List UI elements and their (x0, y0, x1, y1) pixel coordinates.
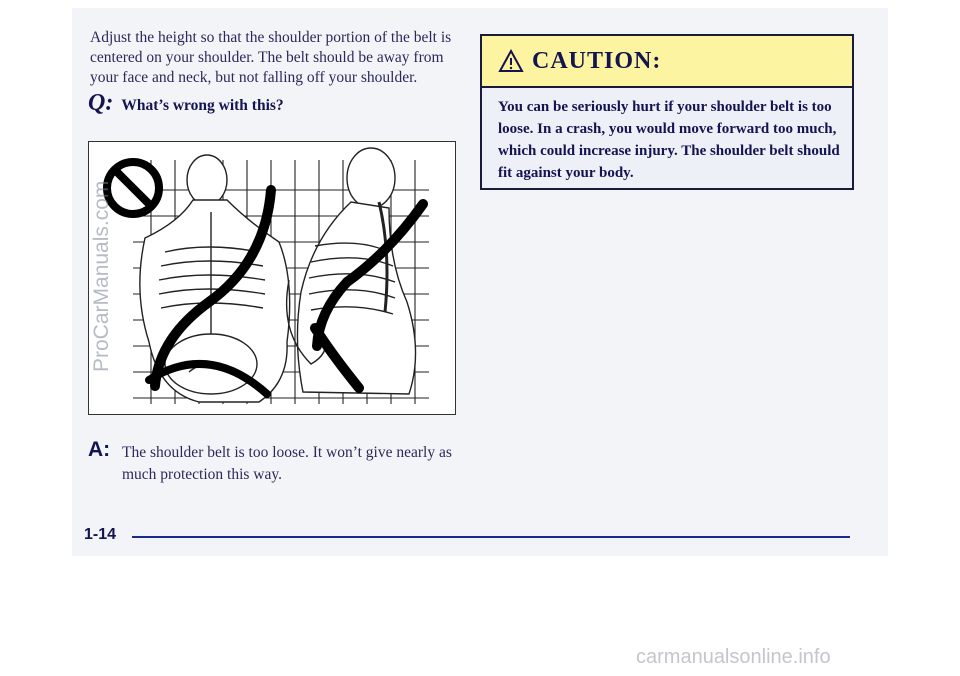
answer-text: The shoulder belt is too loose. It won’t give nearly as much protection this way. (122, 444, 452, 483)
caution-title: CAUTION: (532, 47, 662, 74)
question-row (88, 90, 284, 117)
question-text: What’s wrong with this? (121, 97, 284, 114)
page-number: 1-14 (84, 526, 117, 543)
question-mark: Q: (88, 90, 114, 116)
side-skeleton (287, 148, 416, 394)
side-watermark: ProCarManuals.com (90, 180, 113, 372)
caution-body: You can be seriously hurt if your shoulder belt is too loose. In a crash, you would move forward too much, which could increase injury. The shoulder belt should fit against your body. (498, 99, 840, 181)
answer-mark: A: (88, 438, 111, 461)
caution-header (482, 36, 852, 88)
bottom-watermark: carmanualsonline.info (636, 646, 831, 668)
caution-box (480, 34, 854, 190)
intro-paragraph: Adjust the height so that the shoulder portion of the belt is centered on your shoulder. The belt should be away from your face and neck, but not falling off your shoulder. (90, 29, 452, 86)
seatbelt-illustration (88, 141, 456, 415)
warning-triangle-icon (498, 49, 524, 73)
footer-rule (132, 536, 850, 538)
